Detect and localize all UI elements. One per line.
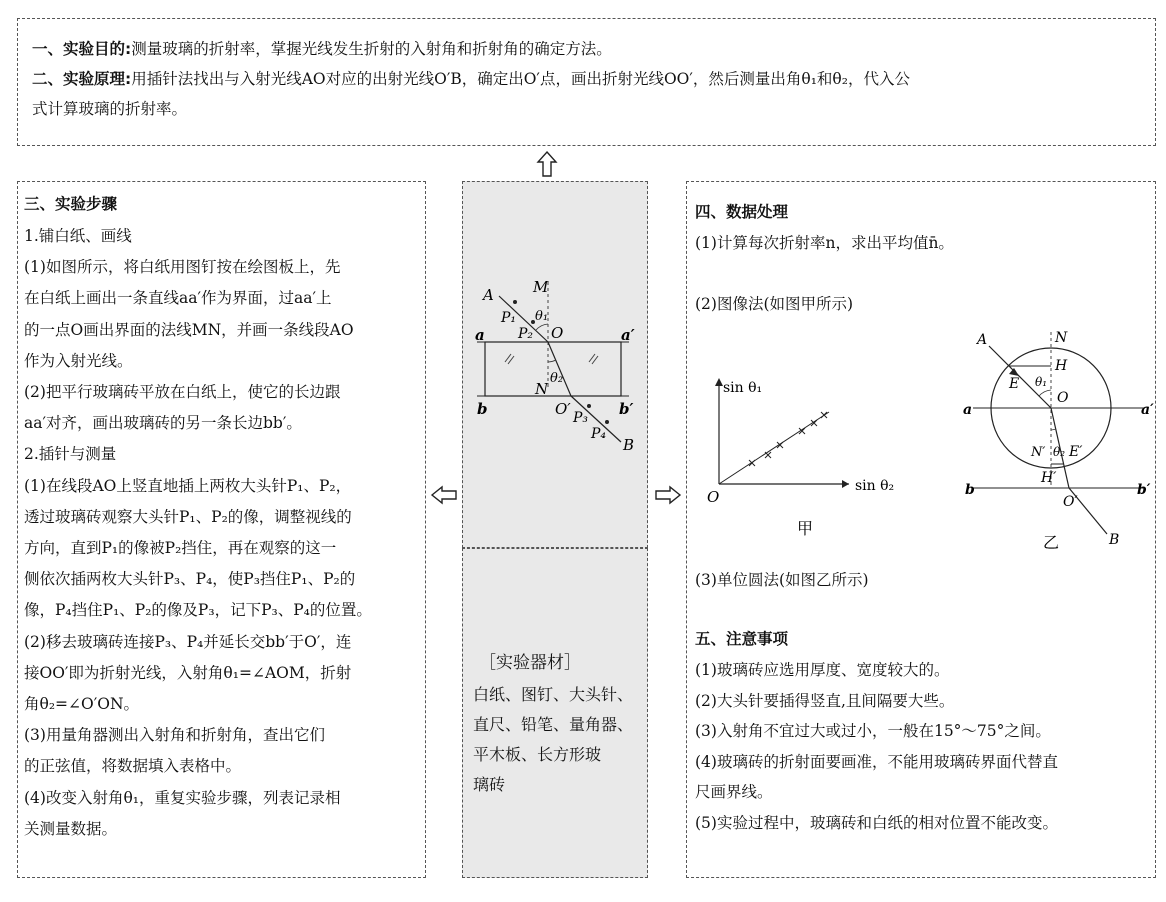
- procedure-line: (1)如图所示，将白纸用图钉按在绘图板上，先: [24, 258, 341, 277]
- right-arrow-icon: [654, 485, 682, 505]
- purpose-heading: 一、实验目的:: [32, 40, 132, 58]
- equipment-line: 璃砖: [473, 775, 506, 794]
- circle-label-B: B: [1109, 532, 1120, 548]
- circle-label-E: E: [1009, 376, 1020, 392]
- data-processing-box: [686, 181, 1156, 878]
- graph-ylabel: sin θ₁: [723, 380, 763, 396]
- label-B: B: [623, 436, 635, 454]
- circle-label-a-prime: a′: [1141, 402, 1154, 418]
- procedure-line: 1.铺白纸、画线: [24, 227, 132, 245]
- purpose-line: [18, 39, 1155, 59]
- left-arrow-icon: [430, 485, 458, 505]
- label-N: N: [535, 380, 549, 398]
- procedure-line: 2.插针与测量: [24, 445, 117, 464]
- circle-label-a: a: [963, 402, 973, 418]
- procedure-line: 在白纸上画出一条直线aa′作为界面，过aa′上: [24, 289, 332, 308]
- purpose-principle-box: [17, 18, 1156, 146]
- note-line: (4)玻璃砖的折射面要画准，不能用玻璃砖界面代替直: [695, 752, 1058, 771]
- circle-label-N-prime: N′: [1031, 445, 1046, 460]
- principle-heading: 二、实验原理:: [32, 70, 132, 88]
- procedure-line: 接OO′即为折射光线，入射角θ₁=∠AOM，折射: [24, 663, 352, 682]
- principle-text: 用插针法找出与入射光线AO对应的出射光线O′B，确定出O′点，画出折射光线OO′，然后测量出角θ₁和θ₂，代入公: [131, 70, 910, 88]
- purpose-text: 测量玻璃的折射率，掌握光线发生折射的入射角和折射角的确定方法。: [131, 40, 612, 58]
- refraction-diagram: [463, 182, 647, 547]
- data-processing-title: 四、数据处理: [695, 203, 789, 221]
- procedure-line: 角θ₂=∠O′ON。: [24, 695, 140, 713]
- label-a-prime: a′: [621, 326, 635, 344]
- circle-label-H-prime: H′: [1041, 470, 1057, 486]
- graph-origin: O: [707, 488, 720, 506]
- equipment-box: [462, 548, 648, 878]
- circle-label-E-prime: E′: [1069, 444, 1083, 460]
- label-P4: P₄: [591, 426, 607, 442]
- procedure-line: (2)移去玻璃砖连接P₃、P₄并延长交bb′于O′，连: [24, 632, 352, 651]
- note-line: (3)入射角不宜过大或过小，一般在15°～75°之间。: [695, 722, 1051, 740]
- circle-label-N: N: [1055, 330, 1068, 346]
- label-theta2: θ₂: [550, 371, 564, 386]
- procedure-line: 侧依次插两枚大头针P₃、P₄，使P₃挡住P₁、P₂的: [24, 570, 356, 589]
- procedure-line: (4)改变入射角θ₁，重复实验步骤，列表记录相: [24, 788, 341, 807]
- note-line: 尺画界线。: [695, 783, 773, 801]
- circle-label-O: O: [1057, 390, 1069, 406]
- label-theta1: θ₁: [535, 309, 549, 324]
- unit-circle-diagram: [959, 322, 1155, 552]
- equipment-line: 平木板、长方形玻: [473, 745, 602, 764]
- procedure-line: 方向，直到P₁的像被P₂挡住，再在观察的这一: [24, 539, 337, 557]
- label-M: M: [533, 278, 549, 296]
- equipment-line: 白纸、图钉、大头针、: [473, 685, 634, 704]
- circle-label-theta1: θ₁: [1035, 375, 1048, 389]
- experiment-diagram-box: [462, 181, 648, 548]
- procedure-line: (2)把平行玻璃砖平放在白纸上，使它的长边跟: [24, 383, 341, 401]
- circle-label-A: A: [977, 332, 988, 348]
- label-A: A: [483, 286, 494, 304]
- label-O-prime: O′: [555, 400, 571, 418]
- circle-label-theta2: θ₂: [1053, 445, 1066, 459]
- note-line: (1)玻璃砖应选用厚度、宽度较大的。: [695, 661, 950, 679]
- label-b-prime: b′: [619, 400, 634, 418]
- procedure-line: 的正弦值，将数据填入表格中。: [24, 757, 242, 776]
- graph-caption: 甲: [797, 519, 814, 538]
- procedure-line: 透过玻璃砖观察大头针P₁、P₂的像，调整视线的: [24, 507, 352, 526]
- method-graph: (2)图像法(如图甲所示): [695, 295, 854, 313]
- label-O: O: [551, 324, 564, 342]
- principle-line: [18, 69, 1155, 89]
- label-a: a: [475, 326, 485, 344]
- label-b: b: [477, 400, 488, 418]
- label-P2: P₂: [518, 326, 534, 342]
- procedure-line: (1)在线段AO上竖直地插上两枚大头针P₁、P₂，: [24, 476, 352, 495]
- sin-graph: [699, 372, 899, 542]
- procedure-line: 的一点O画出界面的法线MN，并画一条线段AO: [24, 320, 354, 339]
- circle-label-O-prime: O′: [1063, 494, 1078, 510]
- procedure-line: 作为入射光线。: [24, 351, 133, 370]
- circle-label-H: H: [1055, 358, 1068, 374]
- method-average: (1)计算每次折射率n，求出平均值n̄。: [695, 234, 954, 252]
- circle-label-b: b: [965, 482, 975, 498]
- notes-title: 五、注意事项: [695, 630, 789, 648]
- note-line: (5)实验过程中，玻璃砖和白纸的相对位置不能改变。: [695, 813, 1058, 832]
- graph-xlabel: sin θ₂: [855, 478, 895, 494]
- procedure-line: aa′对齐，画出玻璃砖的另一条长边bb′。: [24, 414, 302, 433]
- procedure-line: (3)用量角器测出入射角和折射角，查出它们: [24, 726, 325, 745]
- label-P1: P₁: [501, 310, 517, 326]
- circle-caption: 乙: [1043, 533, 1060, 552]
- equipment-title: ［实验器材］: [479, 653, 581, 673]
- label-P3: P₃: [573, 410, 589, 426]
- principle-text-cont: 式计算玻璃的折射率。: [32, 100, 188, 118]
- method-unit-circle: (3)单位圆法(如图乙所示): [695, 571, 869, 589]
- equipment-line: 直尺、铅笔、量角器、: [473, 715, 634, 734]
- up-arrow-icon: [536, 150, 558, 178]
- procedure-line: 像，P₄挡住P₁、P₂的像及P₃，记下P₃、P₄的位置。: [24, 601, 372, 620]
- circle-label-b-prime: b′: [1137, 482, 1151, 498]
- procedure-box: [17, 181, 426, 878]
- procedure-title: 三、实验步骤: [24, 195, 118, 213]
- note-line: (2)大头针要插得竖直,且间隔要大些。: [695, 691, 955, 710]
- procedure-line: 关测量数据。: [24, 819, 118, 838]
